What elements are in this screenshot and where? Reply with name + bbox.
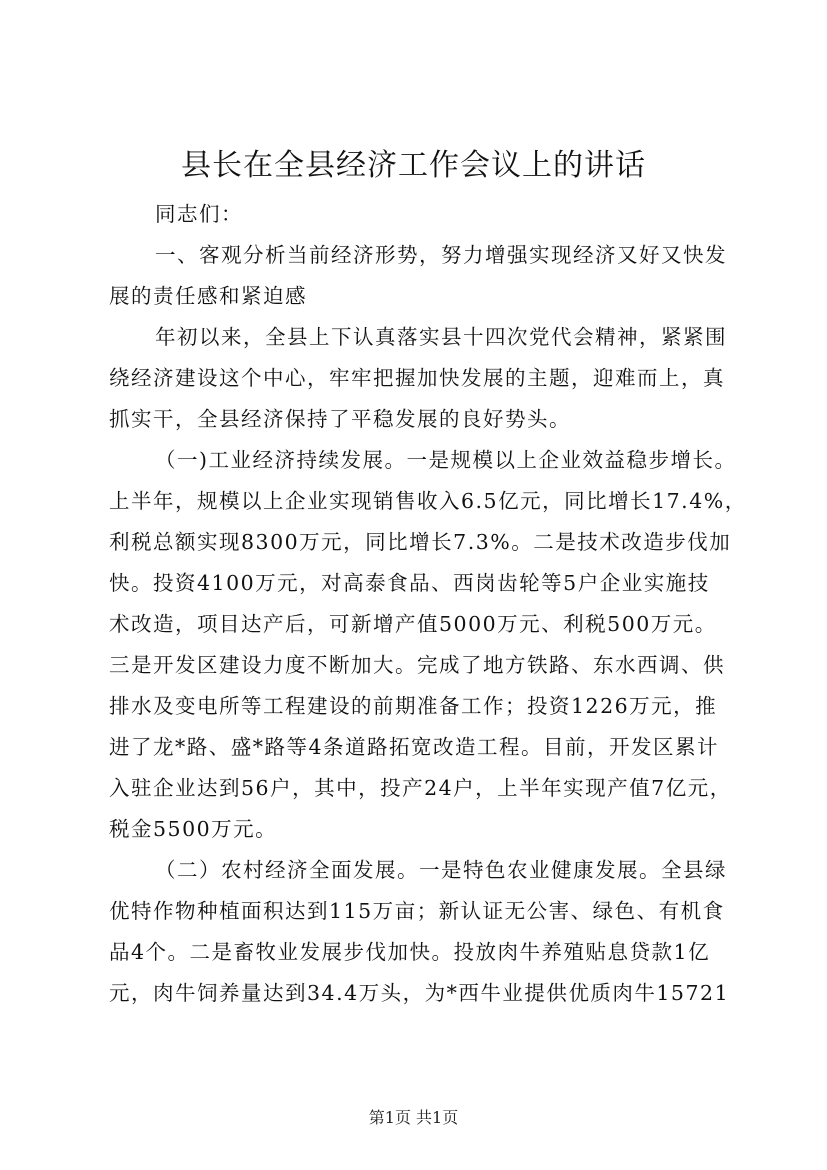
page-footer: 第1页 共1页 xyxy=(368,1108,459,1127)
paragraph-line: 元，肉牛饲养量达到34.4万头，为*西牛业提供优质肉牛15721 xyxy=(109,981,730,1005)
section-heading-line: 展的责任感和紧迫感 xyxy=(109,284,307,308)
paragraph-line: 年初以来，全县上下认真落实县十四次党代会精神，紧紧围 xyxy=(155,325,727,349)
paragraph-line: 税金5500万元。 xyxy=(109,817,278,841)
paragraph-line: 优特作物种植面积达到115万亩；新认证无公害、绿色、有机食 xyxy=(109,899,725,923)
document-body xyxy=(109,194,747,1014)
paragraph-line: （二）农村经济全面发展。一是特色农业健康发展。全县绿 xyxy=(155,858,727,882)
paragraph-line: 排水及变电所等工程建设的前期准备工作；投资1226万元，推 xyxy=(109,694,718,718)
paragraph-line: 术改造，项目达产后，可新增产值5000万元、利税500万元。 xyxy=(109,612,717,636)
paragraph-line: 绕经济建设这个中心，牢牢把握加快发展的主题，迎难而上，真 xyxy=(109,366,725,390)
document-title: 县长在全县经济工作会议上的讲话 xyxy=(181,148,646,183)
paragraph-line: 入驻企业达到56户，其中，投产24户，上半年实现产值7亿元， xyxy=(109,776,732,800)
salutation-line: 同志们： xyxy=(155,202,243,226)
section-heading-line: 一、客观分析当前经济形势，努力增强实现经济又好又快发 xyxy=(155,243,727,267)
paragraph-line: 快。投资4100万元，对高泰食品、西岗齿轮等5户企业实施技 xyxy=(109,571,710,595)
paragraph-line: 利税总额实现8300万元，同比增长7.3%。二是技术改造步伐加 xyxy=(109,530,732,554)
paragraph-line: 三是开发区建设力度不断加大。完成了地方铁路、东水西调、供 xyxy=(109,653,725,677)
paragraph-line: （一)工业经济持续发展。一是规模以上企业效益稳步增长。 xyxy=(155,448,737,472)
paragraph-line: 上半年，规模以上企业实现销售收入6.5亿元，同比增长17.4%， xyxy=(109,489,747,513)
paragraph-line: 进了龙*路、盛*路等4条道路拓宽改造工程。目前，开发区累计 xyxy=(109,735,720,759)
paragraph-line: 抓实干，全县经济保持了平稳发展的良好势头。 xyxy=(109,407,571,431)
paragraph-line: 品4个。二是畜牧业发展步伐加快。投放肉牛养殖贴息贷款1亿 xyxy=(109,940,711,964)
